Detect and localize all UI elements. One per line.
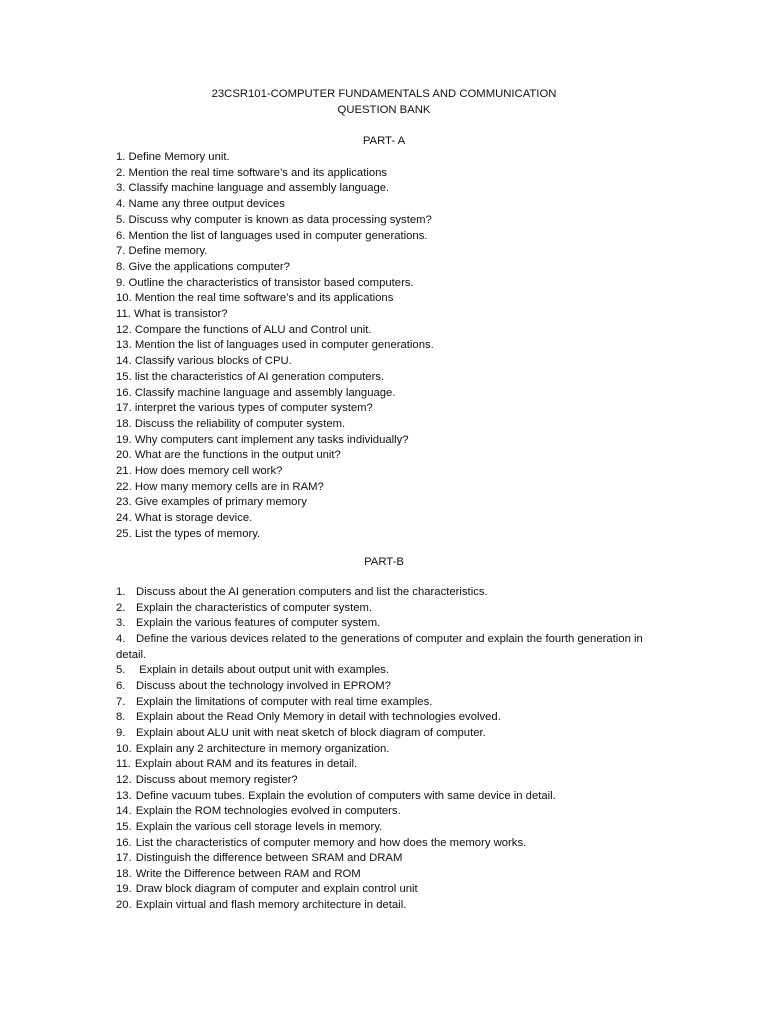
part-b-heading: PART-B — [364, 556, 404, 568]
part-a-question: 10. Mention the real time software’s and its applications — [116, 292, 394, 305]
question-number: 5. — [116, 664, 126, 677]
part-b-question — [116, 679, 656, 695]
question-text: List the characteristics of computer memory and how does the memory works. — [135, 836, 527, 849]
part-b-question — [116, 820, 656, 836]
question-number: 11. — [116, 758, 131, 771]
part-b-question — [116, 601, 656, 617]
question-number: 6. — [116, 679, 126, 692]
part-a-question: 11. What is transistor? — [116, 308, 228, 321]
part-b-question — [116, 851, 656, 867]
question-text: Explain about RAM and its features in detail. — [134, 758, 358, 771]
question-number: 17. — [116, 852, 132, 865]
question-text: Explain any 2 architecture in memory organization. — [135, 742, 390, 755]
question-number: 15. — [116, 820, 132, 833]
question-number: 4. — [116, 632, 126, 645]
part-b-question — [116, 804, 656, 820]
part-b-question — [116, 898, 656, 914]
question-text: Discuss about memory register? — [135, 773, 298, 786]
part-b-question — [116, 632, 656, 663]
part-a-question: 17. interpret the various types of computer system? — [116, 402, 373, 415]
part-a-question: 23. Give examples of primary memory — [116, 496, 307, 509]
part-b-question — [116, 757, 656, 773]
part-a-question: 18. Discuss the reliability of computer system. — [116, 417, 346, 430]
part-b-question — [116, 710, 656, 726]
part-b-question — [116, 663, 656, 679]
part-b-question — [116, 836, 656, 852]
question-number: 9. — [116, 726, 126, 739]
question-text: Write the Difference between RAM and ROM — [135, 867, 361, 880]
question-number: 16. — [116, 836, 132, 849]
question-text: Explain the ROM technologies evolved in computers. — [135, 805, 401, 818]
part-b-question — [116, 695, 656, 711]
part-b-question — [116, 789, 656, 805]
part-b-question — [116, 726, 656, 742]
question-number: 19. — [116, 883, 132, 896]
part-a-question: 21. How does memory cell work? — [116, 465, 283, 478]
document-title: 23CSR101-COMPUTER FUNDAMENTALS AND COMMUNICATION — [211, 88, 557, 100]
part-a-question: 15. list the characteristics of AI generation computers. — [116, 370, 385, 383]
part-a-question: 25. List the types of memory. — [116, 527, 261, 540]
question-text: Draw block diagram of computer and explain control unit — [135, 883, 418, 896]
question-text: Explain virtual and flash memory architecture in detail. — [135, 899, 407, 912]
question-text: Explain the characteristics of computer system. — [136, 601, 373, 614]
part-a-question: 1. Define Memory unit. — [116, 151, 230, 163]
part-a-question: 12. Compare the functions of ALU and Control unit. — [116, 323, 372, 336]
question-text: Explain in details about output unit with examples. — [136, 664, 390, 677]
question-text: Explain the various features of computer system. — [136, 617, 381, 630]
part-b-question-list — [116, 585, 656, 914]
question-number: 1. — [116, 586, 126, 598]
question-text: Explain about the Read Only Memory in detail with technologies evolved. — [136, 711, 501, 724]
question-number: 3. — [116, 617, 126, 630]
part-b-question — [116, 616, 656, 632]
part-a-heading: PART- A — [362, 135, 406, 147]
part-a-question: 7. Define memory. — [116, 245, 208, 258]
part-a-question: 6. Mention the list of languages used in computer generations. — [116, 229, 428, 242]
question-text: Discuss about the technology involved in EPROM? — [136, 679, 391, 692]
question-text: Explain about ALU unit with neat sketch of block diagram of computer. — [136, 726, 486, 739]
part-a-question: 2. Mention the real time software’s and its applications — [116, 166, 388, 179]
question-number: 8. — [116, 711, 126, 724]
part-a-question: 8. Give the applications computer? — [116, 260, 290, 273]
question-text: Define vacuum tubes. Explain the evolution of computers with same device in detail. — [135, 789, 556, 802]
question-text: Define the various devices related to the generations of computer and explain the fourth generation in detail. — [116, 632, 643, 661]
question-text: Explain the limitations of computer with real time examples. — [136, 695, 433, 708]
part-b-question — [116, 867, 656, 883]
part-a-question: 9. Outline the characteristics of transistor based computers. — [116, 276, 414, 289]
part-a-question-list — [116, 150, 656, 543]
part-a-question: 4. Name any three output devices — [116, 198, 285, 211]
part-b-question — [116, 585, 656, 601]
question-number: 18. — [116, 867, 132, 880]
part-a-question: 13. Mention the list of languages used in computer generations. — [116, 339, 434, 352]
document-subtitle: QUESTION BANK — [337, 104, 431, 116]
question-number: 12. — [116, 773, 132, 786]
question-number: 20. — [116, 899, 132, 912]
part-a-question: 20. What are the functions in the output unit? — [116, 449, 341, 462]
part-a-question: 14. Classify various blocks of CPU. — [116, 355, 292, 368]
question-number: 14. — [116, 805, 132, 818]
part-a-question: 22. How many memory cells are in RAM? — [116, 480, 324, 493]
part-a-question: 5. Discuss why computer is known as data processing system? — [116, 213, 432, 226]
question-number: 7. — [116, 695, 126, 708]
question-number: 2. — [116, 601, 126, 614]
part-b-question — [116, 742, 656, 758]
question-text: Explain the various cell storage levels in memory. — [135, 820, 383, 833]
part-a-question: 19. Why computers cant implement any tasks individually? — [116, 433, 409, 446]
part-a-question: 3. Classify machine language and assembly language. — [116, 182, 390, 195]
part-b-question — [116, 773, 656, 789]
question-text: Distinguish the difference between SRAM and DRAM — [135, 852, 403, 865]
question-text: Discuss about the AI generation computers and list the characteristics. — [136, 586, 488, 598]
question-number: 13. — [116, 789, 132, 802]
question-number: 10. — [116, 742, 132, 755]
part-a-question: 16. Classify machine language and assembly language. — [116, 386, 396, 399]
part-a-question: 24. What is storage device. — [116, 512, 253, 525]
part-b-question — [116, 882, 656, 898]
